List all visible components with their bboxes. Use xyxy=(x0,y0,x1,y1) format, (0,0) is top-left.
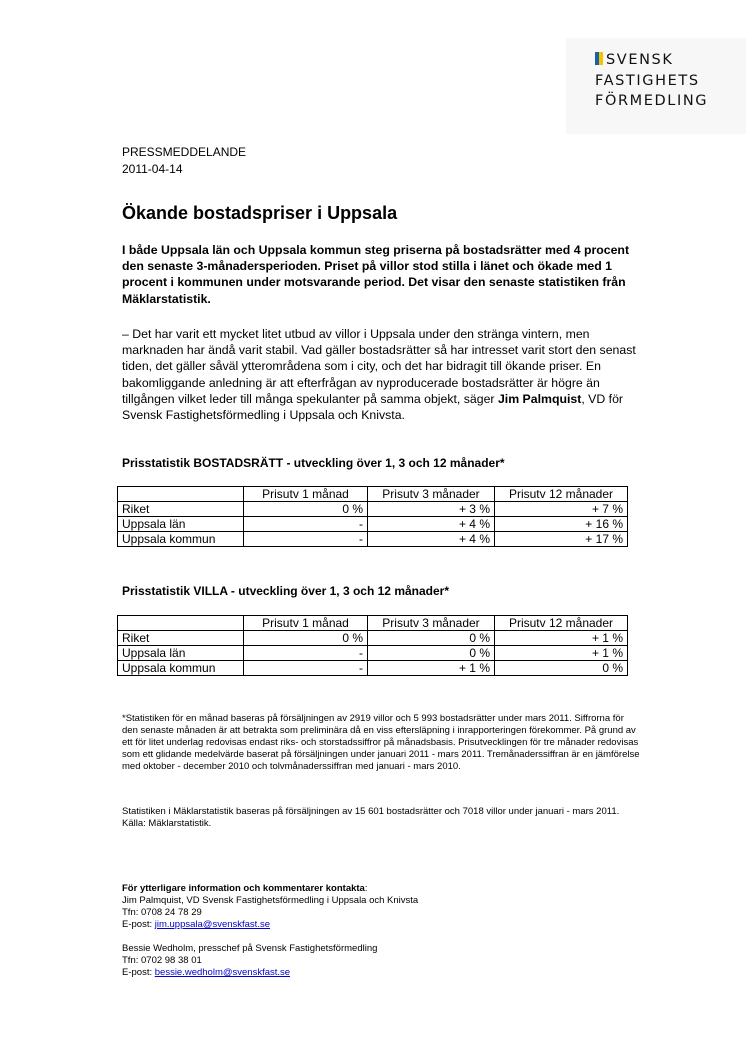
table-cell: + 16 % xyxy=(495,517,628,532)
table-row xyxy=(118,631,628,646)
contact-heading-text: För ytterligare information och kommentarer kontakta xyxy=(122,883,365,894)
table-row-label: Riket xyxy=(118,502,244,517)
table-header-row xyxy=(118,487,628,502)
table-header-cell xyxy=(118,616,244,631)
document-type: PRESSMEDDELANDE xyxy=(122,145,247,159)
table-cell: - xyxy=(244,532,368,547)
contact-person-2-email-line xyxy=(122,967,418,979)
table-cell: + 1 % xyxy=(368,661,495,676)
table-header-cell: Prisutv 3 månader xyxy=(368,487,495,502)
table-row xyxy=(118,517,628,532)
table-title-bostadsratt: Prisstatistik BOSTADSRÄTT - utveckling över 1, 3 och 12 månader* xyxy=(122,456,505,470)
table-cell: - xyxy=(244,646,368,661)
contact-heading xyxy=(122,883,418,895)
flag-yellow-stripe xyxy=(599,52,603,65)
contact-heading-colon: : xyxy=(364,883,368,894)
speaker-name: Jim Palmquist xyxy=(497,391,582,406)
table-cell: + 17 % xyxy=(495,532,628,547)
table-row xyxy=(118,646,628,661)
email-link-bessie[interactable]: bessie.wedholm@svenskfast.se xyxy=(154,967,291,978)
contact-person-2-phone: Tfn: 0702 98 38 01 xyxy=(122,955,202,966)
table-header-cell: Prisutv 3 månader xyxy=(368,616,495,631)
page-title: Ökande bostadspriser i Uppsala xyxy=(122,203,398,223)
table-row-label: Uppsala län xyxy=(118,517,244,532)
table-row-label: Uppsala kommun xyxy=(118,532,244,547)
table-cell: + 1 % xyxy=(495,646,628,661)
contact-person-1-name: Jim Palmquist, VD Svensk Fastighetsförmedling i Uppsala och Knivsta xyxy=(122,895,419,906)
table-row xyxy=(118,502,628,517)
email-label: E-post: xyxy=(122,967,155,978)
statistics-basis-text: Statistiken i Mäklarstatistik baseras på försäljningen av 15 601 bostadsrätter och 7018 villor under januari - mars 2011. xyxy=(122,806,620,817)
contact-person-2-name: Bessie Wedholm, presschef på Svensk Fastighetsförmedling xyxy=(122,943,378,954)
body-paragraph xyxy=(122,326,642,423)
logo-text-svensk: SVENSK xyxy=(606,52,674,68)
table-row xyxy=(118,661,628,676)
table-cell: 0 % xyxy=(244,502,368,517)
footnote: *Statistiken för en månad baseras på försäljningen av 2919 villor och 5 993 bostadsrätter under mars 2011. Siffrorna för den senaste månaden är att betrakta som preliminära då en viss eftersläpning i inrapporteringen förekommer. På grund av ett för litet underlag redovisas endast riks- och storstadssiffror på månadsbasis. Prisutvecklingen för tre månader redovisas som ett glidande medelvärde baserat på försäljningen under januari 2011 - mars 2011. Tremånaderssiffran är en jämförelse med oktober - december 2010 och tolvmånaderssiffran med januari - mars 2010. xyxy=(122,713,640,772)
table-cell: + 1 % xyxy=(495,631,628,646)
table-cell: 0 % xyxy=(244,631,368,646)
table-row-label: Uppsala län xyxy=(118,646,244,661)
table-row-label: Riket xyxy=(118,631,244,646)
table-cell: + 3 % xyxy=(368,502,495,517)
company-logo xyxy=(595,50,708,111)
table-cell: + 4 % xyxy=(368,517,495,532)
table-row xyxy=(118,532,628,547)
table-header-cell: Prisutv 1 månad xyxy=(244,487,368,502)
table-cell: 0 % xyxy=(495,661,628,676)
table-row-label: Uppsala kommun xyxy=(118,661,244,676)
table-title-villa: Prisstatistik VILLA - utveckling över 1, 3 och 12 månader* xyxy=(122,584,450,598)
contact-person-1-email-line xyxy=(122,919,418,931)
logo-line-1 xyxy=(595,50,708,71)
table-cell: - xyxy=(244,517,368,532)
table-villa xyxy=(117,615,628,676)
document-date: 2011-04-14 xyxy=(122,162,183,176)
table-header-cell: Prisutv 12 månader xyxy=(495,616,628,631)
table-header-cell: Prisutv 1 månad xyxy=(244,616,368,631)
source-text: Källa: Mäklarstatistik. xyxy=(122,818,212,829)
table-cell: - xyxy=(244,661,368,676)
table-header-row xyxy=(118,616,628,631)
table-cell: 0 % xyxy=(368,646,495,661)
swedish-flag-icon xyxy=(595,51,603,71)
table-bostadsratt xyxy=(117,486,628,547)
email-label: E-post: xyxy=(122,919,155,930)
logo-text-fastighets: FASTIGHETS xyxy=(595,73,700,89)
contact-spacer xyxy=(122,931,418,943)
table-cell: + 4 % xyxy=(368,532,495,547)
contact-section xyxy=(122,883,418,979)
contact-person-1-phone: Tfn: 0708 24 78 29 xyxy=(122,907,202,918)
email-link-jim[interactable]: jim.uppsala@svenskfast.se xyxy=(154,919,270,930)
lead-paragraph: I både Uppsala län och Uppsala kommun steg priserna på bostadsrätter med 4 procent den senaste 3-månadersperioden. Priset på villor stod stilla i länet och ökade med 1 procent i kommunen under motsvarande period. Det visar den senaste statistiken från Mäklarstatistik. xyxy=(122,243,630,306)
quote-text-start: – Det har varit ett mycket litet utbud av villor i Uppsala under den stränga vintern, men marknaden har ändå varit stabil. Vad gäller bostadsrätter så har intresset varit stort den senast tiden, det gäller såväl ytterområdena som i city, och det har bidragit till ökande priser. En bakomliggande anledning är att efterfrågan av nyproducerade bostadsrätter är högre än tillgången vilket leder till många spekulanter på samma objekt, säger xyxy=(122,327,636,406)
table-cell: + 7 % xyxy=(495,502,628,517)
table-header-cell xyxy=(118,487,244,502)
table-header-cell: Prisutv 12 månader xyxy=(495,487,628,502)
quote-text-end: , VD för Svensk Fastighetsförmedling i Uppsala och Knivsta. xyxy=(122,391,624,423)
press-header xyxy=(122,144,246,178)
table-cell: 0 % xyxy=(368,631,495,646)
statistics-basis xyxy=(122,806,642,830)
logo-text-formedling: FÖRMEDLING xyxy=(595,93,709,109)
